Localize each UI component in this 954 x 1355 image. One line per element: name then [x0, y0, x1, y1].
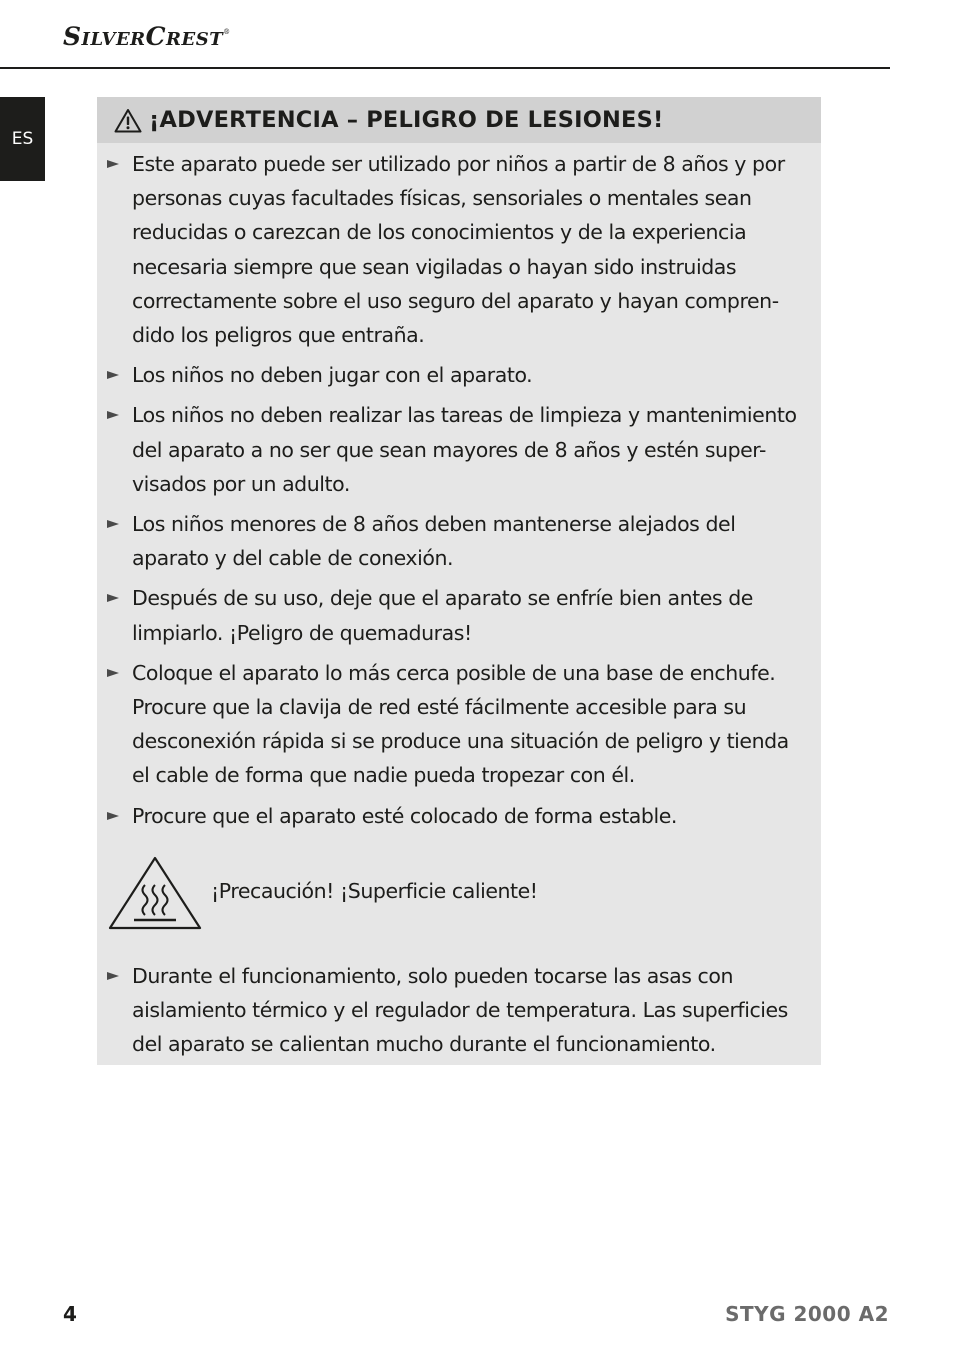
bullet-arrow-icon: [107, 972, 119, 980]
list-item: [107, 799, 811, 833]
bullet-arrow-icon: [107, 160, 119, 168]
bullet-arrow-icon: [107, 520, 119, 528]
warning-list: [97, 143, 821, 1061]
hot-surface-text: ¡Precaución! ¡Superficie caliente!: [211, 878, 538, 903]
list-item: [107, 656, 811, 793]
list-item-text: Los niños no deben realizar las tareas de limpieza y mantenimiento del aparato a no ser que sean mayores de 8 años y estén super-visados por un adulto.: [132, 403, 797, 496]
model-number: STYG 2000 A2: [725, 1302, 889, 1326]
bullet-arrow-icon: [107, 594, 119, 602]
list-item-text: Coloque el aparato lo más cerca posible de una base de enchufe. Procure que la clavija de red esté fácilmente accesible para su desconexión rápida si se produce una situación de peligro y tienda el cable de forma que nadie pueda tropezar con él.: [132, 660, 789, 788]
list-item-text: Los niños no deben jugar con el aparato.: [132, 363, 533, 388]
warning-box: [97, 97, 821, 1065]
list-item: [107, 959, 811, 1062]
list-item-text: Este aparato puede ser utilizado por niños a partir de 8 años y por personas cuyas facultades físicas, sensoriales o mentales sean reducidas o carezcan de los conocimientos y de la experiencia necesaria siempre que sean vigiladas o hayan sido instruidas correctamente sobre el uso seguro del aparato y hayan compren-dido los peligros que entraña.: [132, 152, 785, 348]
list-item: [107, 581, 811, 649]
page-number: 4: [63, 1302, 77, 1326]
warning-triangle-icon: [114, 108, 142, 133]
brand-logo: [63, 22, 231, 51]
registered-mark: ®: [223, 28, 231, 36]
language-tab: [0, 97, 45, 181]
list-item: [107, 358, 811, 392]
list-item: [107, 507, 811, 575]
language-tab-label: ES: [11, 129, 34, 149]
list-item-text: Los niños menores de 8 años deben mantenerse alejados del aparato y del cable de conexión.: [132, 512, 736, 571]
warning-header: [97, 97, 821, 143]
brand-name: SilverCrest: [63, 22, 224, 51]
list-item: [107, 147, 811, 352]
hot-surface-warning-icon: [107, 855, 203, 931]
warning-title: ¡ADVERTENCIA – PELIGRO DE LESIONES!: [149, 107, 664, 133]
bullet-arrow-icon: [107, 371, 119, 379]
list-item-text: Procure que el aparato esté colocado de forma estable.: [132, 803, 677, 828]
hot-surface-notice: [107, 855, 811, 931]
list-item-text: Durante el funcionamiento, solo pueden tocarse las asas con aislamiento térmico y el regulador de temperatura. Las superficies del aparato se calientan mucho durante el funcionamiento.: [132, 963, 788, 1057]
bullet-arrow-icon: [107, 669, 119, 677]
header-divider: [0, 67, 890, 69]
bullet-arrow-icon: [107, 411, 119, 419]
bullet-arrow-icon: [107, 812, 119, 820]
list-item: [107, 398, 811, 501]
list-item-text: Después de su uso, deje que el aparato se enfríe bien antes de limpiarlo. ¡Peligro de quemaduras!: [132, 586, 753, 645]
